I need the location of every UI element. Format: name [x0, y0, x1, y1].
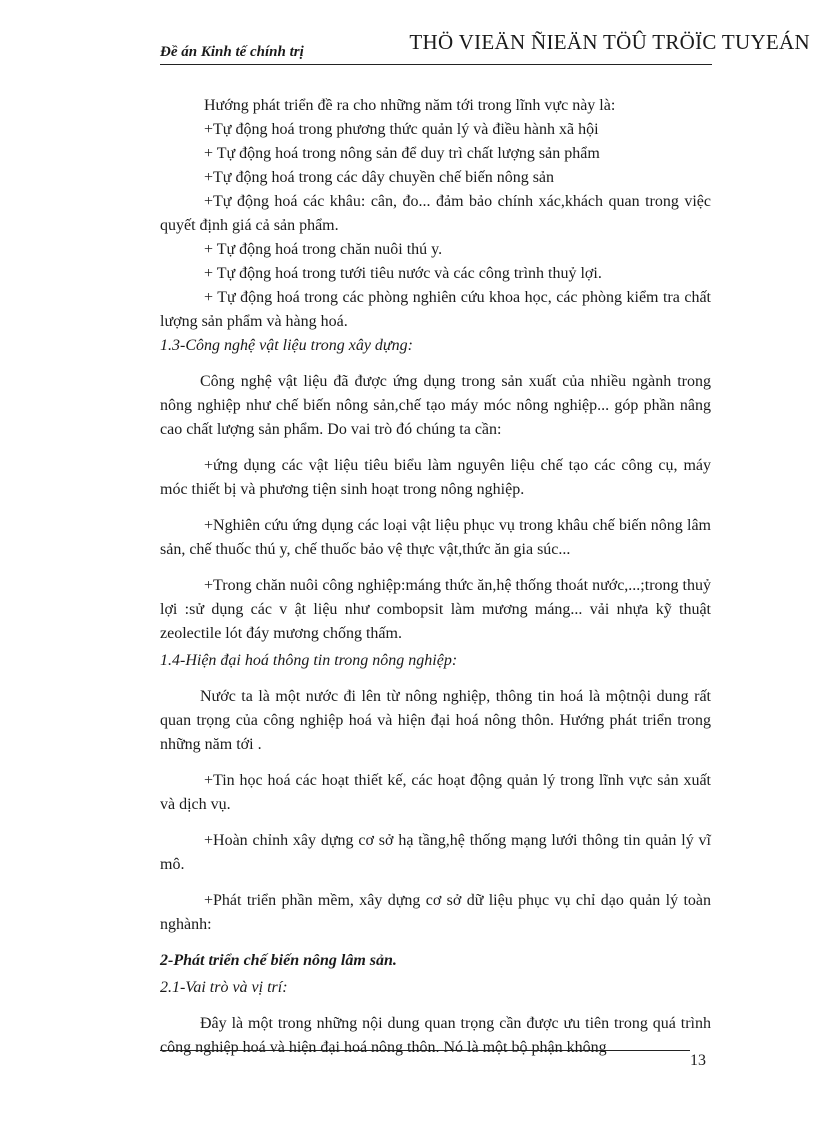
paragraph: Nước ta là một nước đi lên từ nông nghiệp, thông tin hoá là mộtnội dung rất quan trọng của công nghiệp hoá và hiện đại hoá nông thôn. Hướng phát triển trong những năm tới .	[160, 688, 711, 753]
header-library-name: THÖ VIEÄN ÑIEÄN TÖÛ TRÖÏC TUYEÁN	[409, 30, 810, 54]
list-item: +Tự động hoá các khâu: cân, đo... đảm bảo chính xác,khách quan trong việc quyết định giá cả sản phẩm.	[160, 193, 711, 234]
header-document-title: Đề án Kinh tế chính trị	[160, 44, 304, 60]
section-heading-1-3: 1.3-Công nghệ vật liệu trong xây dựng:	[160, 337, 413, 354]
list-item: + Tự động hoá trong nông sản để duy trì chất lượng sản phẩm	[204, 145, 600, 162]
paragraph: Công nghệ vật liệu đã được ứng dụng trong sản xuất của nhiều ngành trong nông nghiệp như chế biến nông sản,chế tạo máy móc nông nghiệp... góp phần nâng cao chất lượng sản phẩm. Do vai trò đó chúng ta cần:	[160, 373, 711, 438]
list-item: +Hoàn chỉnh xây dựng cơ sở hạ tầng,hệ thống mạng lưới thông tin quản lý vĩ mô.	[160, 832, 711, 873]
list-item: + Tự động hoá trong các phòng nghiên cứu khoa học, các phòng kiểm tra chất lượng sản phẩm và hàng hoá.	[160, 289, 711, 330]
section-heading-1-4: 1.4-Hiện đại hoá thông tin trong nông nghiệp:	[160, 652, 458, 669]
paragraph-intro: Hướng phát triển đề ra cho những năm tới trong lĩnh vực này là:	[204, 97, 616, 114]
list-item: +Tin học hoá các hoạt thiết kế, các hoạt động quản lý trong lĩnh vực sản xuất và dịch vụ.	[160, 772, 711, 813]
list-item: +Phát triển phần mềm, xây dựng cơ sở dữ liệu phục vụ chỉ dạo quản lý toàn nghành:	[160, 892, 711, 933]
list-item: + Tự động hoá trong chăn nuôi thú y.	[204, 241, 443, 258]
list-item: +Tự động hoá trong các dây chuyền chế biến nông sản	[204, 169, 555, 186]
page-body	[160, 94, 711, 1060]
list-item: +Trong chăn nuôi công nghiệp:máng thức ăn,hệ thống thoát nước,...;trong thuỷ lợi :sử dụng các v ật liệu như combopsit làm mương máng... vải nhựa kỹ thuật zeolectile lót đáy mương chống thấm.	[160, 577, 711, 642]
list-item: +Tự động hoá trong phương thức quản lý và điều hành xã hội	[204, 121, 599, 138]
list-item: +ứng dụng các vật liệu tiêu biểu làm nguyên liệu chế tạo các công cụ, máy móc thiết bị và phương tiện sinh hoạt trong nông nghiệp.	[160, 457, 711, 498]
header-rule	[160, 64, 712, 65]
list-item: + Tự động hoá trong tưới tiêu nước và các công trình thuỷ lợi.	[204, 265, 602, 282]
footer-rule	[160, 1050, 690, 1051]
section-heading-2: 2-Phát triển chế biến nông lâm sản.	[160, 952, 397, 969]
list-item: +Nghiên cứu ứng dụng các loại vật liệu phục vụ trong khâu chế biến nông lâm sản, chế thuốc thú y, chế thuốc bảo vệ thực vật,thức ăn gia súc...	[160, 517, 711, 558]
section-heading-2-1: 2.1-Vai trò và vị trí:	[160, 979, 288, 996]
page-number: 13	[690, 1052, 706, 1069]
paragraph: Đây là một trong những nội dung quan trọng cần được ưu tiên trong quá trình công nghiệp hoá và hiện đại hoá nông thôn. Nó là một bộ phận không	[160, 1015, 711, 1056]
